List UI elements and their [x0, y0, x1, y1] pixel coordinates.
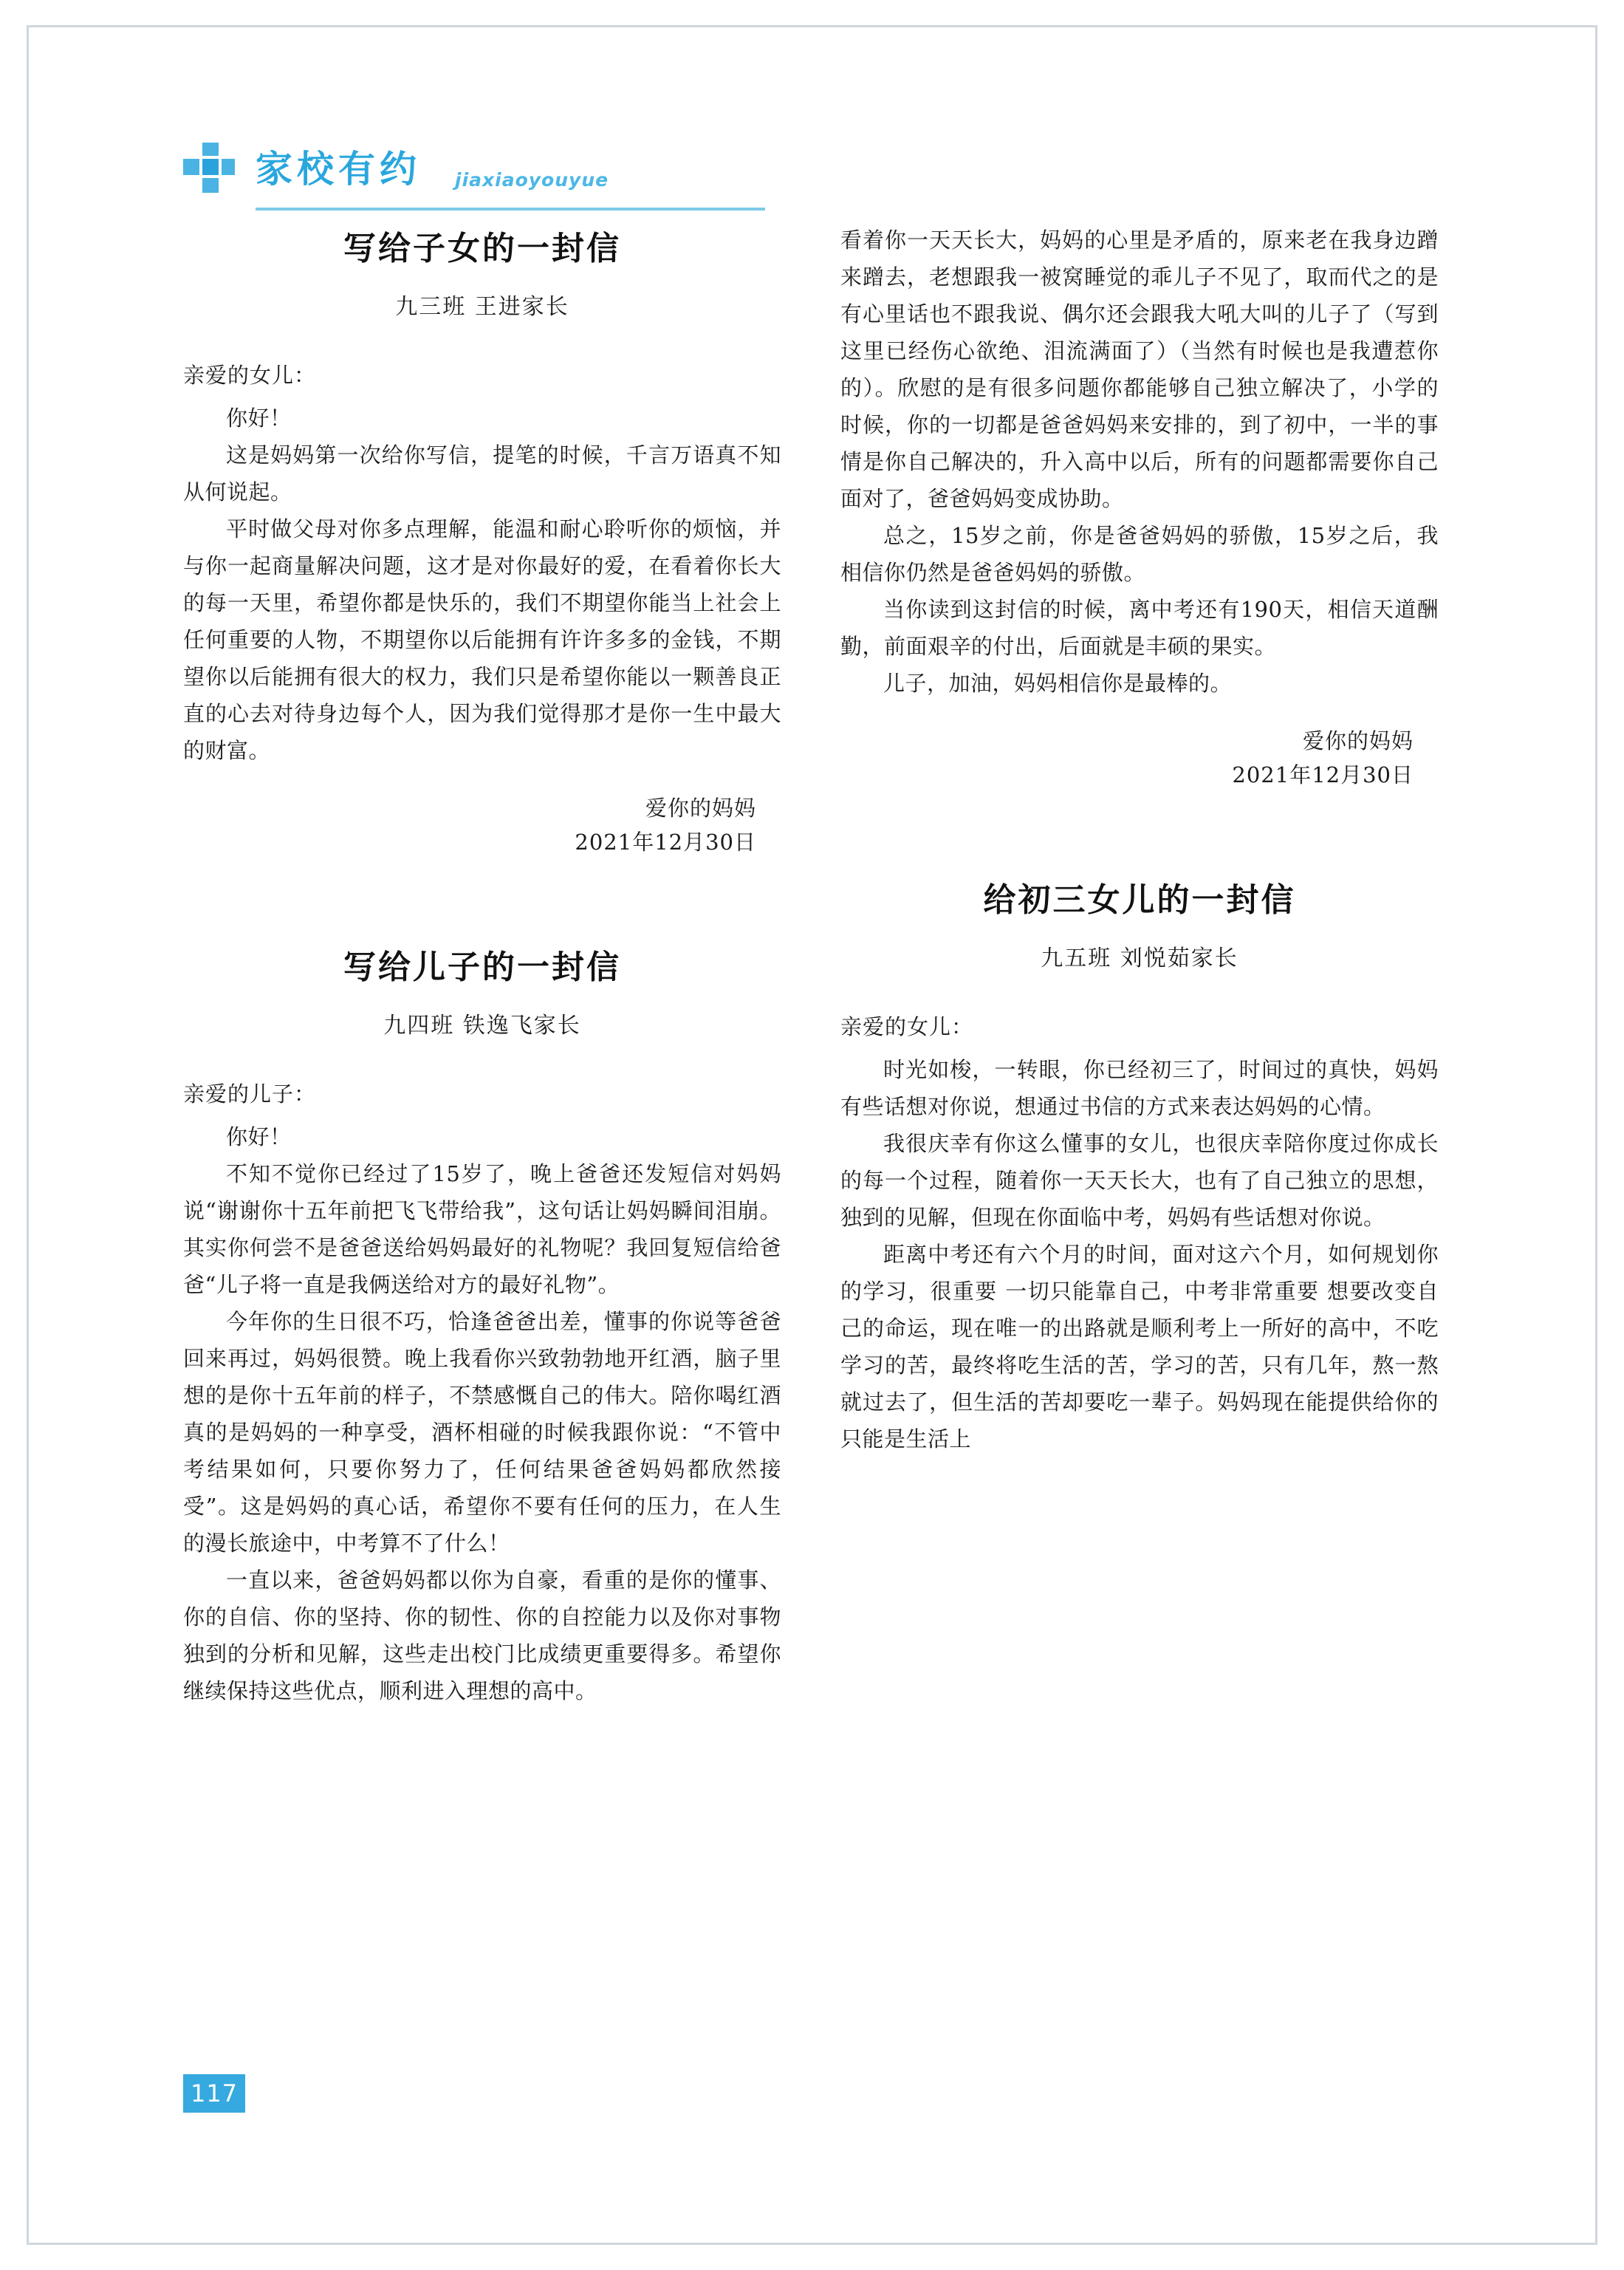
section-header — [183, 137, 767, 218]
article-letter-to-son — [183, 940, 781, 1709]
article-title: 写给子女的一封信 — [343, 230, 621, 267]
article-salutation: 亲爱的儿子： — [183, 1081, 317, 1107]
signature-name: 爱你的妈妈 — [1302, 728, 1414, 753]
article-byline: 九五班 刘悦茹家长 — [1041, 946, 1238, 971]
article-spacer — [183, 859, 781, 940]
page-number-badge: 117 — [183, 2074, 245, 2113]
article-paragraph: 一直以来，爸爸妈妈都以你为自豪，看重的是你的懂事、你的自信、你的坚持、你的韧性、你的自控能力以及你对事物独到的分析和见解，这些走出校门比成绩更重要得多。希望你继续保持这些优点，顺利进入理想的高中。 — [183, 1568, 781, 1703]
article-signature — [840, 724, 1439, 792]
article-spacer — [840, 792, 1439, 873]
article-paragraph: 你好！ — [226, 1124, 292, 1149]
column-left — [183, 222, 781, 1709]
section-title: 家校有约 — [256, 148, 421, 191]
grid-squares-icon — [183, 143, 235, 194]
signature-date: 2021年12月30日 — [575, 830, 756, 855]
article-paragraph: 这是妈妈第一次给你写信，提笔的时候，千言万语真不知从何说起。 — [183, 442, 781, 505]
article-paragraph: 时光如梭，一转眼，你已经初三了，时间过的真快，妈妈有些话想对你说，想通过书信的方式来表达妈妈的心情。 — [840, 1057, 1439, 1119]
article-paragraph: 当你读到这封信的时候，离中考还有190天，相信天道酬勤，前面艰辛的付出，后面就是丰硕的果实。 — [840, 597, 1439, 659]
article-paragraph: 今年你的生日很不巧，恰逢爸爸出差，懂事的你说等爸爸回来再过，妈妈很赞。晚上我看你兴致勃勃地开红酒，脑子里想的是你十五年前的样子，不禁感慨自己的伟大。陪你喝红酒真的是妈妈的一种享受，酒杯相碰的时候我跟你说：“不管中考结果如何，只要你努力了，任何结果爸爸妈妈都欣然接受”。这是妈妈的真心话，希望你不要有任何的压力，在人生的漫长旅途中，中考算不了什么！ — [183, 1309, 781, 1556]
article-letter-to-grade9-daughter — [840, 873, 1439, 1457]
article-letter-to-daughter — [183, 222, 781, 859]
signature-name: 爱你的妈妈 — [645, 796, 756, 821]
article-title: 给初三女儿的一封信 — [983, 881, 1296, 919]
article-paragraph: 总之，15岁之前，你是爸爸妈妈的骄傲，15岁之后，我相信你仍然是爸爸妈妈的骄傲。 — [840, 523, 1439, 585]
article-title: 写给儿子的一封信 — [343, 948, 621, 986]
header-divider — [256, 208, 765, 211]
article-paragraph: 你好！ — [226, 406, 292, 431]
article-letter-to-son-continued — [840, 222, 1439, 792]
article-signature — [183, 791, 781, 859]
article-salutation: 亲爱的女儿： — [840, 1014, 974, 1039]
signature-date: 2021年12月30日 — [1232, 762, 1414, 787]
article-byline: 九三班 王进家长 — [395, 294, 569, 320]
article-paragraph: 我很庆幸有你这么懂事的女儿，也很庆幸陪你度过你成长的每一个过程，随着你一天天长大，也有了自己独立的思想，独到的见解，但现在你面临中考，妈妈有些话想对你说。 — [840, 1131, 1439, 1230]
article-paragraph: 距离中考还有六个月的时间，面对这六个月，如何规划你的学习，很重要 一切只能靠自己，中考非常重要 想要改变自己的命运，现在唯一的出路就是顺利考上一所好的高中，不吃学习的苦，最终将吃生活的苦，学习的苦，只有几年，熬一熬就过去了，但生活的苦却要吃一辈子。妈妈现在能提供给你的只能是生活上 — [840, 1242, 1439, 1452]
article-paragraph: 平时做父母对你多点理解，能温和耐心聆听你的烦恼，并与你一起商量解决问题，这才是对你最好的爱，在看着你长大的每一天里，希望你都是快乐的，我们不期望你能当上社会上任何重要的人物，不期望你以后能拥有许许多多的金钱，不期望你以后能拥有很大的权力，我们只是希望你能以一颗善良正直的心去对待身边每个人，因为我们觉得那才是你一生中最大的财富。 — [183, 516, 781, 763]
article-salutation: 亲爱的女儿： — [183, 363, 317, 388]
column-right — [840, 222, 1439, 1457]
article-paragraph: 不知不觉你已经过了15岁了，晚上爸爸还发短信对妈妈说“谢谢你十五年前把飞飞带给我”，这句话让妈妈瞬间泪崩。其实你何尝不是爸爸送给妈妈最好的礼物呢？我回复短信给爸爸“儿子将一直是我俩送给对方的最好礼物”。 — [183, 1161, 781, 1297]
article-paragraph: 儿子，加油，妈妈相信你是最棒的。 — [883, 671, 1233, 696]
article-byline: 九四班 铁逸飞家长 — [383, 1013, 581, 1039]
section-title-pinyin: jiaxiaoyouyue — [455, 169, 609, 191]
article-paragraph-continued: 看着你一天天长大，妈妈的心里是矛盾的，原来老在我身边蹭来蹭去，老想跟我一被窝睡觉的乖儿子不见了，取而代之的是有心里话也不跟我说、偶尔还会跟我大吼大叫的儿子了（写到这里已经伤心欲绝、泪流满面了）（当然有时候也是我遭惹你的）。欣慰的是有很多问题你都能够自己独立解决了，小学的时候，你的一切都是爸爸妈妈来安排的，到了初中，一半的事情是你自己解决的，升入高中以后，所有的问题都需要你自己面对了，爸爸妈妈变成协助。 — [840, 228, 1439, 511]
